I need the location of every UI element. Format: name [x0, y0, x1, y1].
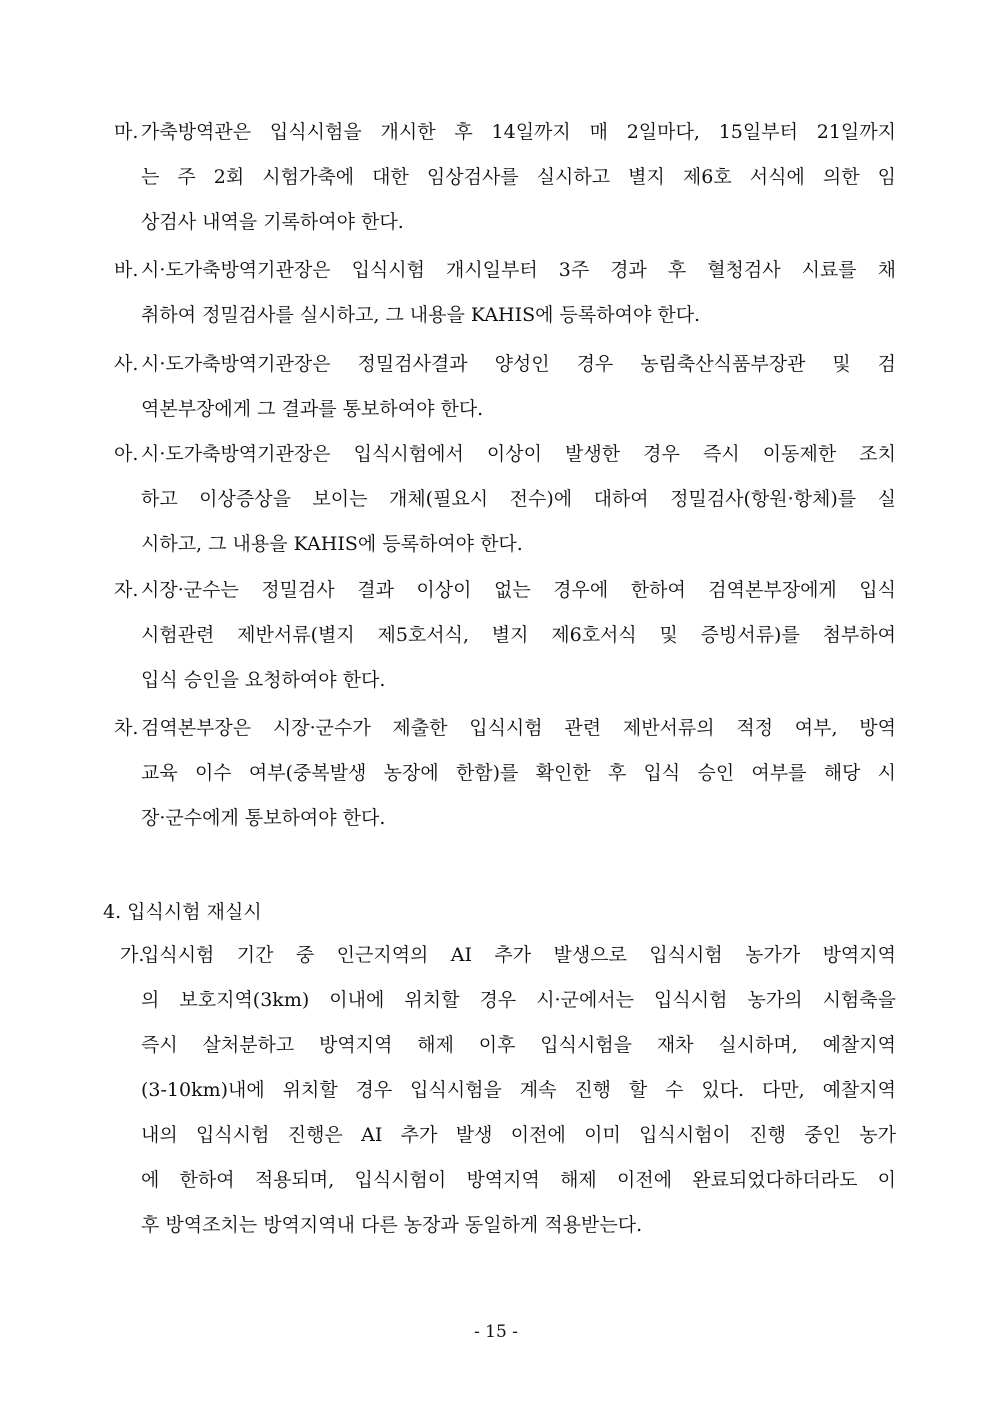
item-line	[141, 794, 896, 839]
item-text: 의 보호지역(3km) 이내에 위치할 경우 시·군에서는 입식시험 농가의 시험축을	[141, 989, 896, 1011]
item-text: 즉시 살처분하고 방역지역 해제 이후 입식시험을 재차 실시하며, 예찰지역	[141, 1034, 896, 1056]
list-item-sa	[114, 340, 896, 430]
item-line	[141, 520, 896, 565]
item-text: 시·도가축방역기관장은 입식시험에서 이상이 발생한 경우 즉시 이동제한 조치	[141, 443, 896, 465]
list-item-ba	[114, 246, 896, 336]
item-line	[141, 1111, 896, 1156]
item-line	[141, 1066, 896, 1111]
item-line	[114, 108, 896, 153]
item-text: 검역본부장은 시장·군수가 제출한 입식시험 관련 제반서류의 적정 여부, 방역	[141, 717, 896, 739]
item-line	[114, 704, 896, 749]
item-line	[114, 566, 896, 611]
item-marker: 차.	[114, 717, 139, 739]
list-item-ja	[114, 566, 896, 701]
item-text: 시·도가축방역기관장은 정밀검사결과 양성인 경우 농림축산식품부장관 및 검	[141, 353, 896, 375]
item-text: (3-10km)내에 위치할 경우 입식시험을 계속 진행 할 수 있다. 다만, 예찰지역	[141, 1079, 896, 1101]
item-text: 교육 이수 여부(중복발생 농장에 한함)를 확인한 후 입식 승인 여부를 해당 시	[141, 762, 896, 784]
item-line	[141, 153, 896, 198]
item-marker: 자.	[114, 579, 139, 601]
item-text: 역본부장에게 그 결과를 통보하여야 한다.	[141, 398, 484, 420]
list-item-cha	[114, 704, 896, 839]
item-text: 장·군수에게 통보하여야 한다.	[141, 807, 386, 829]
item-line	[114, 246, 896, 291]
item-line	[114, 340, 896, 385]
list-item-ga	[120, 931, 896, 1246]
item-text: 시·도가축방역기관장은 입식시험 개시일부터 3주 경과 후 혈청검사 시료를 채	[141, 259, 896, 281]
list-item-ma	[114, 108, 896, 243]
item-text: 가축방역관은 입식시험을 개시한 후 14일까지 매 2일마다, 15일부터 21일까지	[141, 121, 896, 143]
item-text: 시험관련 제반서류(별지 제5호서식, 별지 제6호서식 및 증빙서류)를 첨부하여	[141, 624, 896, 646]
item-line	[120, 931, 896, 976]
item-marker: 바.	[114, 259, 139, 281]
item-line	[141, 291, 896, 336]
item-line	[114, 430, 896, 475]
item-text: 후 방역조치는 방역지역내 다른 농장과 동일하게 적용받는다.	[141, 1214, 643, 1236]
item-line	[141, 611, 896, 656]
item-text: 하고 이상증상을 보이는 개체(필요시 전수)에 대하여 정밀검사(항원·항체)를 실	[141, 488, 896, 510]
item-text: 입식시험 기간 중 인근지역의 AI 추가 발생으로 입식시험 농가가 방역지역	[141, 944, 896, 966]
item-text: 에 한하여 적용되며, 입식시험이 방역지역 해제 이전에 완료되었다하더라도 이	[141, 1169, 896, 1191]
item-line	[141, 976, 896, 1021]
item-text: 는 주 2회 시험가축에 대한 임상검사를 실시하고 별지 제6호 서식에 의한 임	[141, 166, 896, 188]
item-line	[141, 749, 896, 794]
item-line	[141, 475, 896, 520]
item-line	[141, 198, 896, 243]
item-text: 취하여 정밀검사를 실시하고, 그 내용을 KAHIS에 등록하여야 한다.	[141, 304, 701, 326]
item-marker: 아.	[114, 443, 139, 465]
item-line	[141, 1201, 896, 1246]
item-text: 시장·군수는 정밀검사 결과 이상이 없는 경우에 한하여 검역본부장에게 입식	[141, 579, 896, 601]
section-heading: 4. 입식시험 재실시	[103, 901, 262, 923]
item-line	[141, 656, 896, 701]
item-text: 상검사 내역을 기록하여야 한다.	[141, 211, 404, 233]
page-number: - 15 -	[474, 1322, 518, 1342]
item-text: 내의 입식시험 진행은 AI 추가 발생 이전에 이미 입식시험이 진행 중인 농가	[141, 1124, 896, 1146]
item-text: 입식 승인을 요청하여야 한다.	[141, 669, 386, 691]
item-marker: 가.	[120, 944, 145, 966]
item-marker: 사.	[114, 353, 139, 375]
item-line	[141, 1156, 896, 1201]
item-marker: 마.	[114, 121, 139, 143]
item-line	[141, 1021, 896, 1066]
list-item-a	[114, 430, 896, 565]
item-line	[141, 385, 896, 430]
item-text: 시하고, 그 내용을 KAHIS에 등록하여야 한다.	[141, 533, 523, 555]
